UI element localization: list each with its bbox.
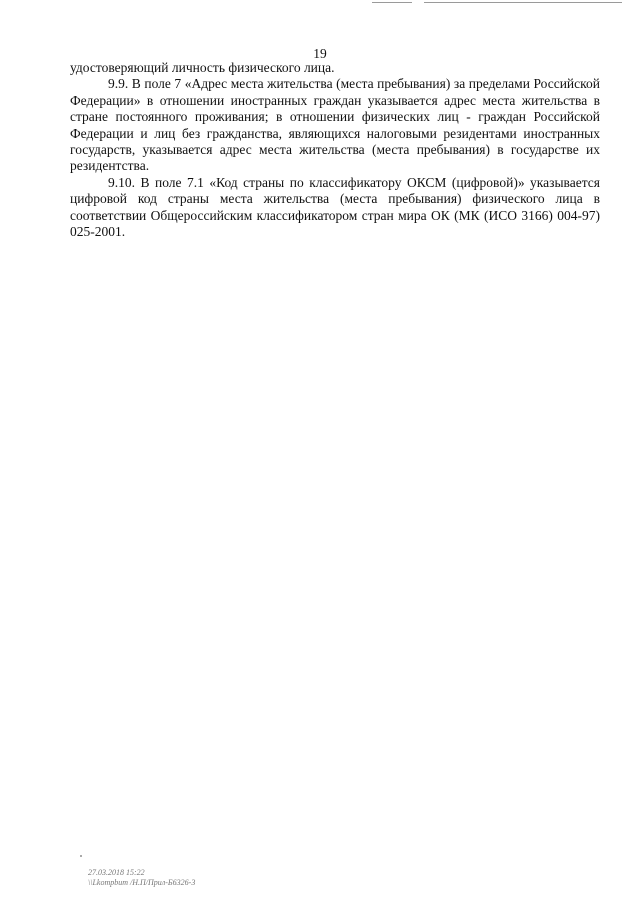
paragraph-9-9: 9.9. В поле 7 «Адрес места жительства (места пребывания) за пределами Российской Федерации» в отношении иностранных граждан указывается адрес места жительства в стране постоянного проживания; в отношении физических лиц - граждан Российской Федерации и лиц без гражданства, являющихся налоговыми резидентами иностранных государств, указывается адрес места жительства (места пребывания) в государстве их резидентства.: [70, 76, 600, 174]
scan-dot: [80, 855, 82, 857]
document-body: [70, 60, 600, 240]
paragraph-9-10: 9.10. В поле 7.1 «Код страны по классификатору ОКСМ (цифровой)» указывается цифровой код страны места жительства (места пребывания) физического лица в соответствии Общероссийским классификатором стран мира ОК (МК (ИСО 3166) 004-97) 025-2001.: [70, 174, 600, 240]
footer-timestamp: 27.03.2018 15:22: [88, 868, 145, 877]
scan-artifact-lines: [372, 2, 627, 4]
page-number: 19: [313, 46, 327, 61]
paragraph-continuation: удостоверяющий личность физического лица.: [70, 60, 335, 75]
document-footer: [88, 868, 195, 888]
footer-file-path: \\Lkompbum /Н.П/Прил-Б6326-3: [88, 878, 196, 887]
